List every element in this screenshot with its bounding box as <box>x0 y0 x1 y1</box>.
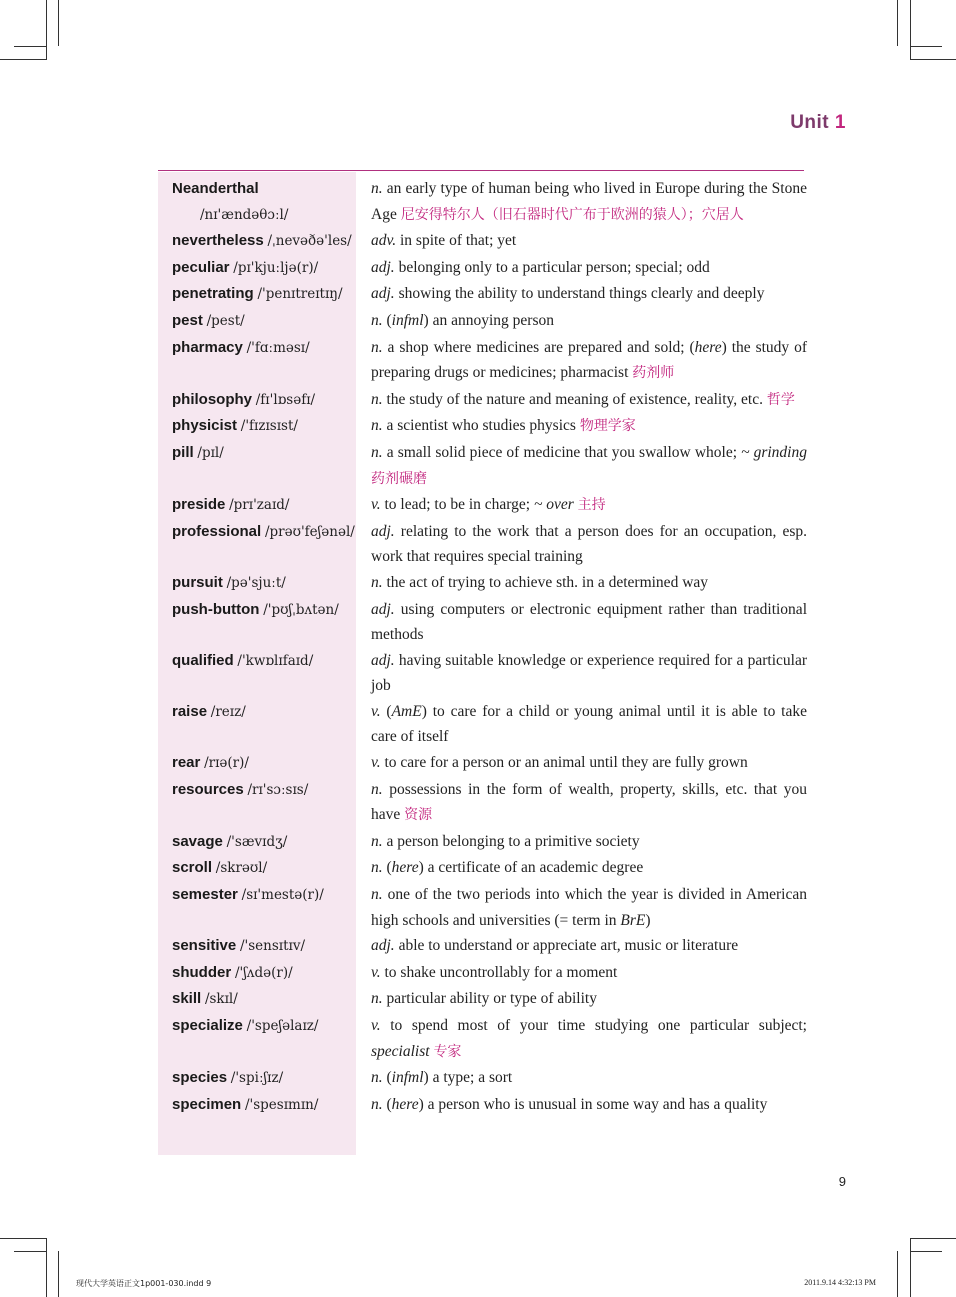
glossary-entry <box>158 387 808 414</box>
phonetic: /pɪl/ <box>197 444 224 461</box>
crop-mark <box>58 0 59 46</box>
definition-text: having suitable knowledge or experience required for a particular job <box>371 651 807 695</box>
phonetic: /skrəʊl/ <box>215 860 268 877</box>
italic-text: n. <box>371 338 383 356</box>
definition-text: ( <box>382 311 392 329</box>
definition-text: ) a certificate of an academic degree <box>418 859 644 877</box>
italic-text: adv. <box>371 232 397 250</box>
headword: specialize <box>172 1017 243 1034</box>
glossary-entry <box>158 829 808 856</box>
italic-text: adj. <box>371 600 395 618</box>
italic-text: n. <box>371 390 383 408</box>
headword: preside <box>172 496 226 514</box>
phonetic: /pest/ <box>206 312 245 329</box>
phonetic: /'speʃəlaɪz/ <box>246 1018 319 1034</box>
crop-mark <box>910 46 942 47</box>
entry-headword-cell <box>158 281 371 308</box>
crop-mark <box>0 1238 46 1239</box>
italic-text: n. <box>371 1095 383 1113</box>
glossary-entry <box>158 1092 808 1119</box>
definition-text: a small solid piece of medicine that you swallow whole; <box>382 443 742 461</box>
italic-text: adj. <box>371 651 395 669</box>
definition <box>371 699 807 750</box>
file-info: 现代大学英语正文1p001-030.indd 9 <box>76 1279 212 1288</box>
entry-headword-cell <box>158 176 371 228</box>
phonetic: /prɪ'zaɪd/ <box>229 497 290 514</box>
definition <box>371 519 807 570</box>
definition <box>371 933 807 960</box>
italic-text: n. <box>371 443 383 461</box>
page-number: 9 <box>838 1174 846 1189</box>
italic-text: infml <box>391 311 424 329</box>
glossary-entry <box>158 570 808 597</box>
definition-text: in spite of that; yet <box>396 232 517 250</box>
phonetic: /pɪ'kjuːljə(r)/ <box>233 259 319 276</box>
definition <box>371 492 807 519</box>
phonetic: /'spiːʃɪz/ <box>230 1070 284 1087</box>
italic-text: v. <box>371 496 381 514</box>
headword: nevertheless <box>172 232 264 250</box>
glossary-entry <box>158 335 808 387</box>
headword: pest <box>172 311 203 329</box>
glossary-entry <box>158 228 808 255</box>
definition <box>371 829 807 856</box>
entry-headword-cell <box>158 570 371 597</box>
glossary-entry <box>158 1013 808 1065</box>
definition-text: showing the ability to understand things clearly and deeply <box>394 285 765 303</box>
definition-text: a shop where medicines are prepared and sold; ( <box>382 338 695 356</box>
phonetic: /skɪl/ <box>204 991 238 1008</box>
definition <box>371 597 807 648</box>
definition-text: belonging only to a particular person; special; odd <box>394 258 710 276</box>
glossary-entry <box>158 648 808 699</box>
entry-headword-cell <box>158 440 371 492</box>
definition-text: ) <box>645 911 651 929</box>
entry-headword-cell <box>158 750 371 777</box>
unit-word: Unit <box>790 112 830 133</box>
italic-text: v. <box>371 754 381 772</box>
glossary-entry <box>158 750 808 777</box>
headword: pursuit <box>172 573 223 591</box>
italic-text: adj. <box>371 258 395 276</box>
crop-mark <box>910 1251 942 1252</box>
print-timestamp: 2011.9.14 4:32:13 PM <box>804 1278 876 1287</box>
phonetic: /ˌnevəðə'les/ <box>267 233 352 250</box>
definition-text: the act of trying to achieve sth. in a determined way <box>382 573 709 591</box>
entry-headword-cell <box>158 228 371 255</box>
entry-headword-cell <box>158 648 371 699</box>
definition <box>371 335 807 387</box>
phonetic: /sɪ'mestə(r)/ <box>241 887 324 904</box>
unit-number: 1 <box>834 112 846 133</box>
chinese-translation: 资源 <box>404 807 433 824</box>
italic-text: n. <box>371 780 383 798</box>
phonetic: /'penɪtreɪtɪŋ/ <box>257 286 343 303</box>
italic-text: adj. <box>371 937 395 955</box>
crop-mark <box>46 0 47 60</box>
definition-text: to care for a person or an animal until they are fully grown <box>380 754 748 772</box>
definition-text: ) an annoying person <box>423 311 554 329</box>
definition <box>371 750 807 777</box>
entry-headword-cell <box>158 413 371 440</box>
definition-text: a scientist who studies physics <box>382 417 580 435</box>
definition <box>371 228 807 255</box>
phonetic: /nɪ'ændəθɔːl/ <box>200 206 289 223</box>
definition <box>371 440 807 492</box>
definition <box>371 1092 807 1119</box>
crop-mark <box>910 59 956 60</box>
headword: sensitive <box>172 937 237 955</box>
entry-headword-cell <box>158 1092 371 1119</box>
italic-text: n. <box>371 573 383 591</box>
definition-text: ( <box>382 1095 392 1113</box>
glossary-entry <box>158 308 808 335</box>
phonetic: /prəʊ'feʃənəl/ <box>264 523 355 540</box>
definition-text: one of the two periods into which the year is divided in American high schools and universities (= term in <box>371 886 807 929</box>
definition-text: a person belonging to a primitive society <box>382 832 640 850</box>
italic-text: n. <box>371 180 383 197</box>
definition-text: using computers or electronic equipment rather than traditional methods <box>371 600 807 644</box>
glossary-entry <box>158 413 808 440</box>
entry-headword-cell <box>158 960 371 987</box>
entry-headword-cell <box>158 855 371 882</box>
phonetic: /fɪ'lɒsəfɪ/ <box>255 391 316 408</box>
unit-heading <box>760 112 846 134</box>
glossary-entry <box>158 855 808 882</box>
crop-mark <box>46 1238 47 1297</box>
headword: peculiar <box>172 258 230 276</box>
definition-text: ( <box>382 1069 392 1087</box>
headword: qualified <box>172 651 234 669</box>
chinese-translation: 药剂碾磨 <box>371 470 427 487</box>
italic-text: n. <box>371 1069 383 1087</box>
italic-text: n. <box>371 859 383 877</box>
italic-text: v. <box>371 963 381 981</box>
entry-headword-cell <box>158 777 371 829</box>
glossary-entry <box>158 699 808 750</box>
glossary-entry <box>158 176 808 228</box>
definition-text: to lead; to be in charge; <box>380 496 534 514</box>
glossary-entry <box>158 519 808 570</box>
definition-text: ) the study of preparing drugs or medicines; pharmacist <box>371 338 807 382</box>
chinese-translation: 哲学 <box>766 391 795 408</box>
headword: specimen <box>172 1095 242 1113</box>
chinese-translation: 专家 <box>433 1043 462 1060</box>
headword: push-button <box>172 600 260 618</box>
headword: pharmacy <box>172 338 243 356</box>
italic-text: BrE <box>620 911 646 929</box>
glossary-entry <box>158 960 808 987</box>
crop-mark <box>910 1238 911 1297</box>
definition-text: ) a person who is unusual in some way and has a quality <box>418 1095 768 1113</box>
headword: Neanderthal <box>172 180 259 197</box>
glossary-entry <box>158 933 808 960</box>
definition-text: ( <box>380 702 392 720</box>
italic-text: n. <box>371 990 383 1008</box>
chinese-translation: 物理学家 <box>579 418 636 435</box>
italic-text: here <box>694 338 722 356</box>
definition <box>371 986 807 1013</box>
definition-text: able to understand or appreciate art, music or literature <box>394 937 739 955</box>
crop-mark <box>897 1251 898 1297</box>
crop-mark <box>14 1251 46 1252</box>
definition-text: possessions in the form of wealth, property, skills, etc. that you have <box>371 780 807 824</box>
entry-headword-cell <box>158 829 371 856</box>
entry-headword-cell <box>158 986 371 1013</box>
phonetic: /'fɪzɪsɪst/ <box>240 418 298 435</box>
crop-mark <box>910 1238 956 1239</box>
definition-text: an early type of human being who lived in Europe during the Stone Age <box>371 180 807 223</box>
chinese-translation: 主持 <box>577 497 606 514</box>
definition-text: ( <box>382 859 392 877</box>
crop-mark <box>910 0 911 60</box>
entry-headword-cell <box>158 699 371 750</box>
phonetic: /pə'sjuːt/ <box>226 574 286 591</box>
phonetic: /'pʊʃˌbʌtən/ <box>263 601 339 618</box>
definition-text: to spend most of your time studying one particular subject; <box>380 1017 807 1034</box>
glossary-list <box>158 176 808 1118</box>
chinese-translation: 药剂师 <box>632 365 675 382</box>
italic-text: ~ grinding <box>741 443 807 461</box>
phonetic: /rɪə(r)/ <box>204 755 249 772</box>
entry-headword-cell <box>158 387 371 414</box>
crop-mark <box>14 46 46 47</box>
definition <box>371 648 807 699</box>
definition <box>371 176 807 228</box>
chinese-translation: 尼安得特尔人（旧石器时代广布于欧洲的猿人）；穴居人 <box>400 206 744 223</box>
italic-text: n. <box>371 832 383 850</box>
glossary-entry <box>158 986 808 1013</box>
headword: physicist <box>172 417 238 435</box>
headword: rear <box>172 754 201 772</box>
italic-text: v. <box>371 1017 381 1034</box>
crop-mark <box>0 59 46 60</box>
headword: philosophy <box>172 390 252 408</box>
phonetic: /'fɑːməsɪ/ <box>246 339 310 356</box>
phonetic: /rɪ'sɔːsɪs/ <box>247 781 309 798</box>
definition-text: relating to the work that a person does for an occupation, esp. work that requires special training <box>371 522 807 566</box>
glossary-entry <box>158 281 808 308</box>
headword: professional <box>172 522 262 540</box>
glossary-entry <box>158 1065 808 1092</box>
phonetic: /'spesɪmɪn/ <box>244 1096 319 1113</box>
headword: shudder <box>172 963 232 981</box>
definition <box>371 570 807 597</box>
italic-text: infml <box>391 1069 424 1087</box>
definition <box>371 882 807 933</box>
definition <box>371 1013 807 1065</box>
glossary-entry <box>158 777 808 829</box>
glossary-entry <box>158 440 808 492</box>
italic-text: n. <box>371 417 383 435</box>
glossary-entry <box>158 255 808 282</box>
italic-text: n. <box>371 886 383 904</box>
definition-text: ) to care for a child or young animal until it is able to take care of itself <box>371 702 807 746</box>
glossary-entry <box>158 597 808 648</box>
definition <box>371 281 807 308</box>
crop-mark <box>897 0 898 46</box>
definition <box>371 855 807 882</box>
definition-text: the study of the nature and meaning of existence, reality, etc. <box>382 390 767 408</box>
definition <box>371 387 807 414</box>
entry-headword-cell <box>158 519 371 570</box>
entry-headword-cell <box>158 597 371 648</box>
headword: scroll <box>172 859 213 877</box>
headword: savage <box>172 832 223 850</box>
headword: raise <box>172 702 208 720</box>
definition-text: to shake uncontrollably for a moment <box>380 963 618 981</box>
definition <box>371 255 807 282</box>
definition <box>371 960 807 987</box>
entry-headword-cell <box>158 308 371 335</box>
italic-text: specialist <box>371 1042 430 1060</box>
definition-text: particular ability or type of ability <box>382 990 597 1008</box>
entry-headword-cell <box>158 882 371 933</box>
entry-headword-cell <box>158 255 371 282</box>
definition <box>371 777 807 829</box>
headword: penetrating <box>172 285 254 303</box>
entry-headword-cell <box>158 335 371 387</box>
definition <box>371 308 807 335</box>
italic-text: adj. <box>371 285 395 303</box>
definition <box>371 1065 807 1092</box>
italic-text: ~ over <box>533 496 574 514</box>
headword: semester <box>172 886 238 904</box>
italic-text: here <box>391 1095 419 1113</box>
entry-headword-cell <box>158 1065 371 1092</box>
headword: skill <box>172 990 202 1008</box>
italic-text: v. <box>371 702 381 720</box>
glossary-entry <box>158 882 808 933</box>
definition-text: ) a type; a sort <box>423 1069 513 1087</box>
italic-text: adj. <box>371 522 395 540</box>
definition <box>371 413 807 440</box>
phonetic: /reɪz/ <box>210 703 246 720</box>
entry-headword-cell <box>158 492 371 519</box>
italic-text: n. <box>371 311 383 329</box>
entry-headword-cell <box>158 933 371 960</box>
glossary-entry <box>158 492 808 519</box>
crop-mark <box>58 1251 59 1297</box>
phonetic: /'sævɪdʒ/ <box>226 833 288 850</box>
phonetic: /'sensɪtɪv/ <box>239 938 306 955</box>
headword: resources <box>172 780 244 798</box>
italic-text: AmE <box>391 702 422 720</box>
italic-text: here <box>391 859 419 877</box>
headword: species <box>172 1069 228 1087</box>
entry-headword-cell <box>158 1013 371 1065</box>
headword: pill <box>172 443 194 461</box>
header-rule <box>158 170 804 171</box>
phonetic: /'ʃʌdə(r)/ <box>234 964 293 981</box>
phonetic: /'kwɒlɪfaɪd/ <box>237 652 314 669</box>
